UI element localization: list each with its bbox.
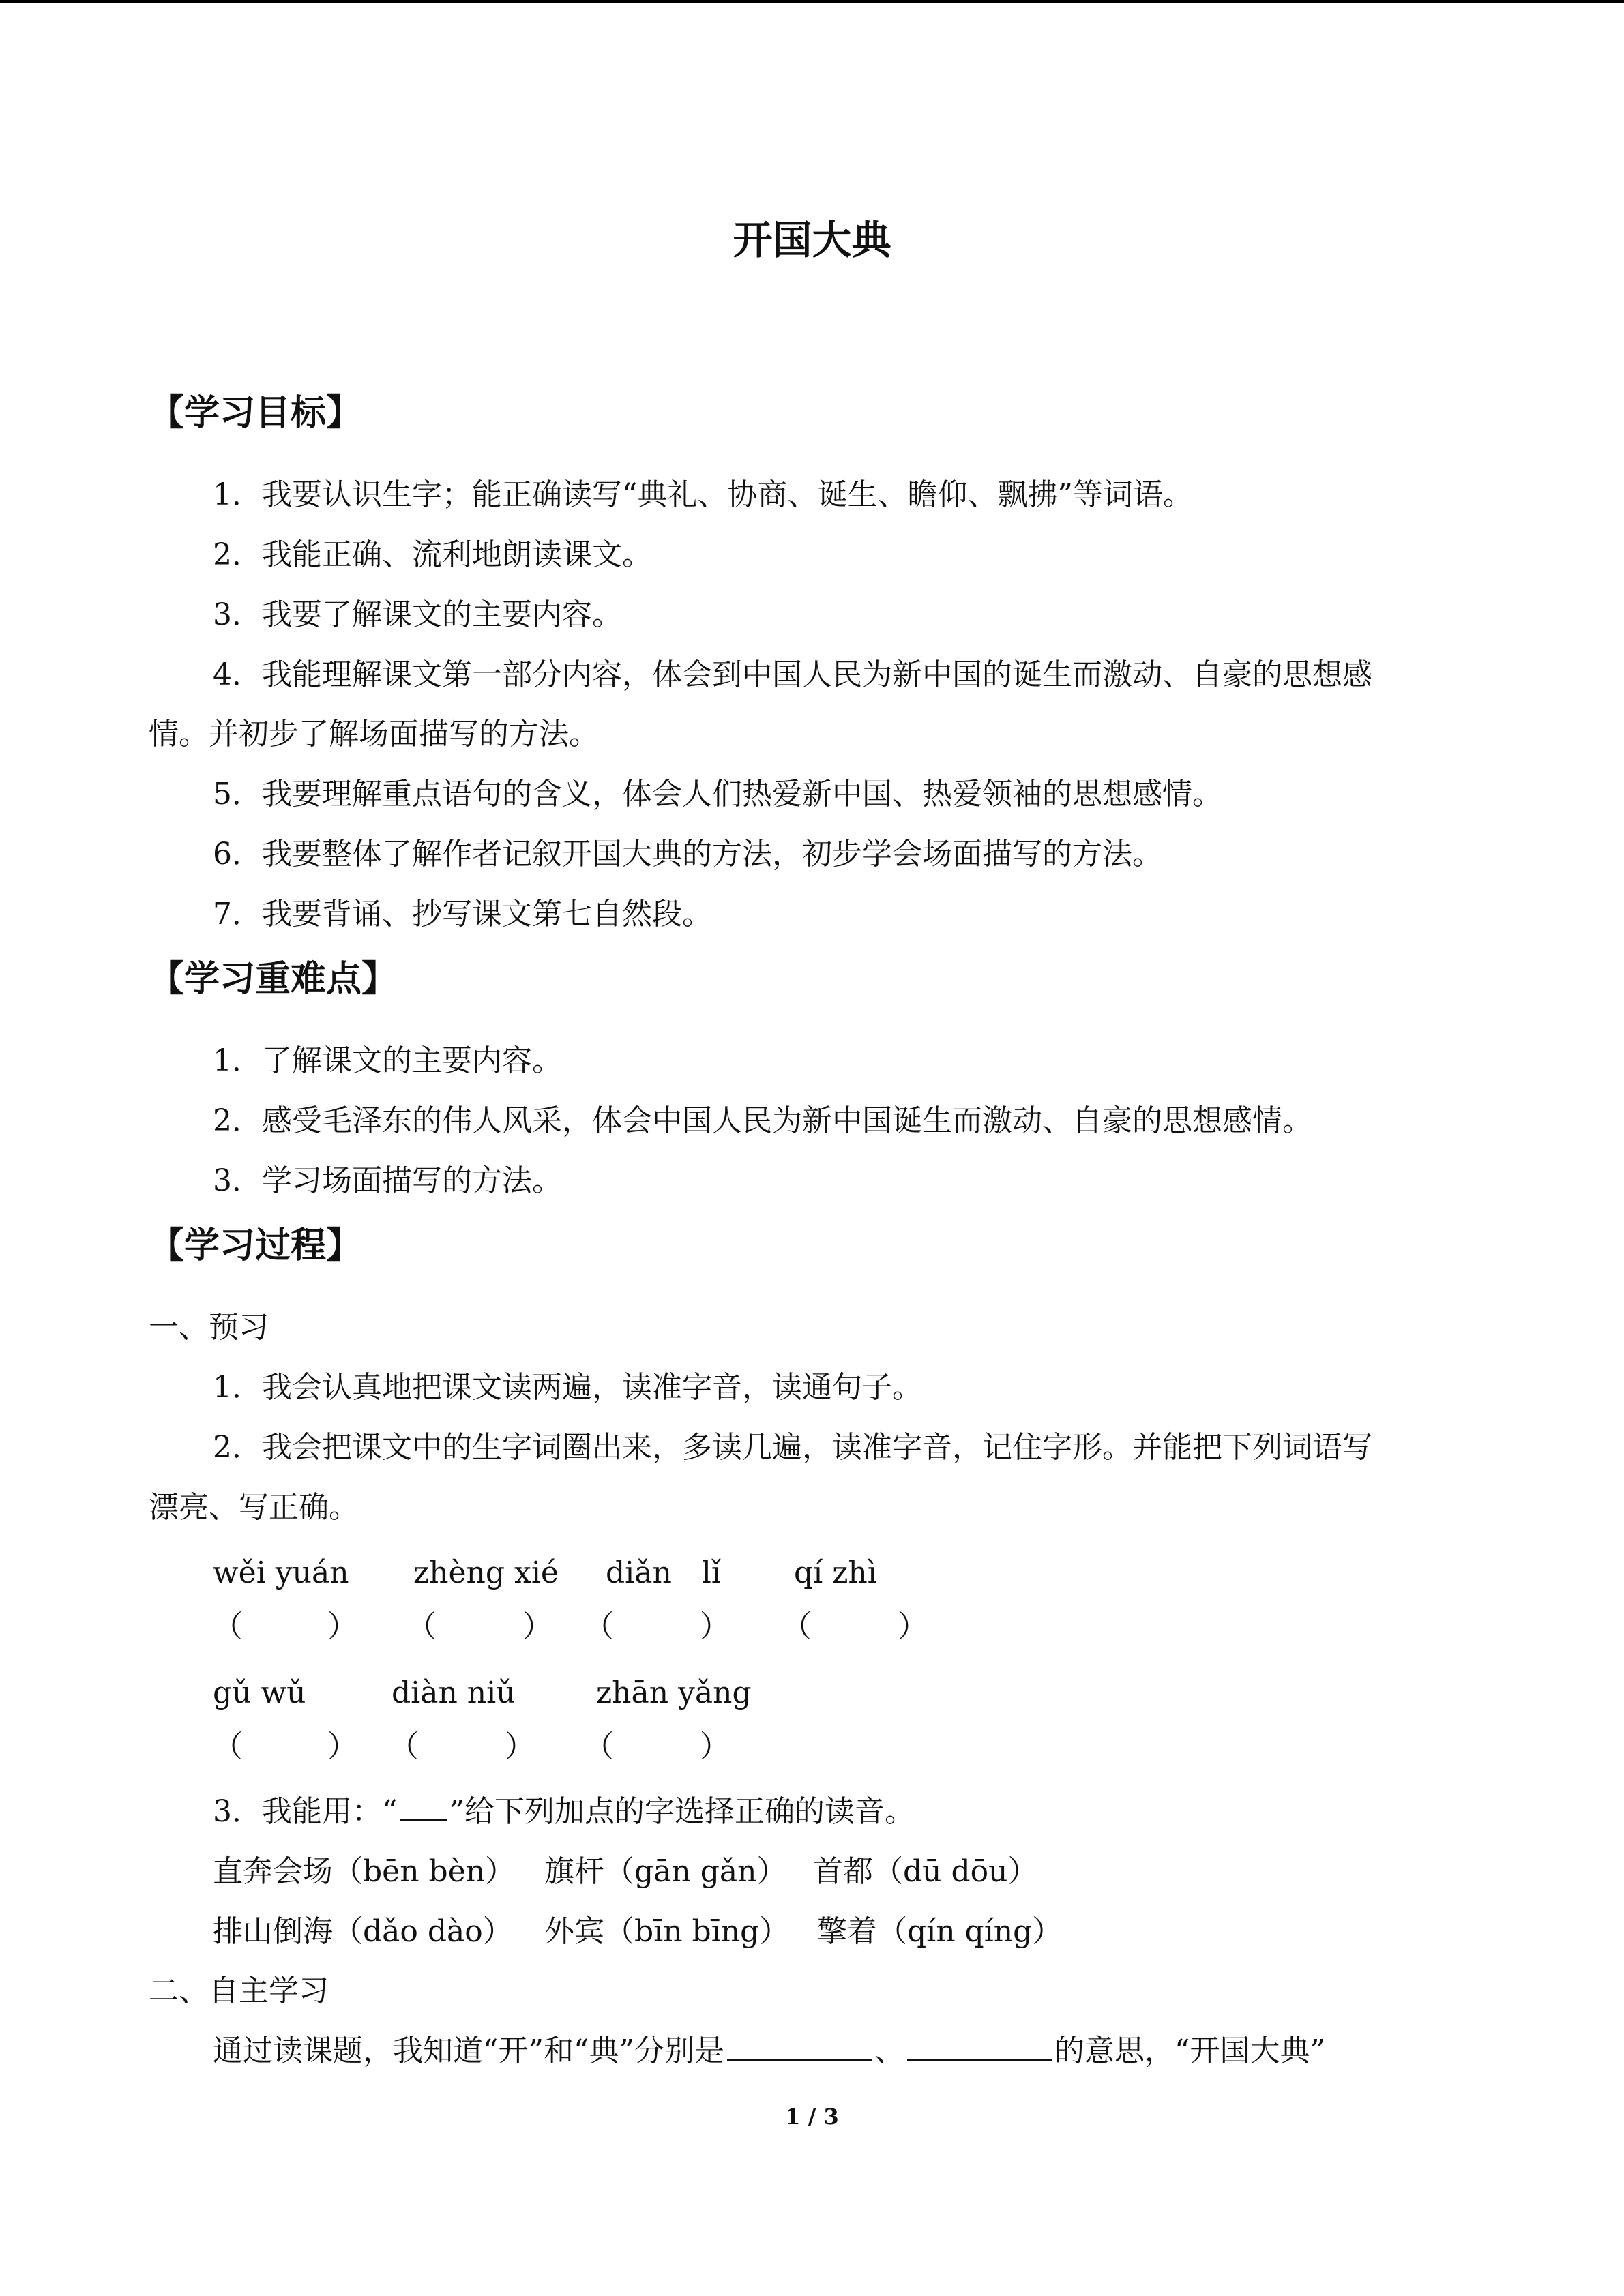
heading-learning-goals: 【学习目标】 (149, 393, 362, 434)
part1-label: 一、预习 (149, 1310, 269, 1345)
goal-item-5: 5．我要理解重点语句的含义，体会人们热爱新中国、热爱领袖的思想感情。 (213, 777, 1222, 811)
reading-choice-benben: 直奔会场（bēn bèn） (213, 1854, 516, 1889)
answer-blank-close: ） (898, 1609, 928, 1644)
answer-blank-close: ） (327, 1729, 357, 1764)
heading-learning-process: 【学习过程】 (149, 1225, 362, 1266)
underline-blank (907, 2031, 1052, 2061)
pinyin-qizhi: qí zhì (794, 1555, 877, 1590)
underline-blank (727, 2031, 872, 2061)
goal-item-4: 4．我能理解课文第一部分内容，体会到中国人民为新中国的诞生而激动、自豪的思想感 (213, 657, 1372, 692)
pinyin-dianli: diǎn lǐ (606, 1555, 721, 1590)
pinyin-weiyuan: wěi yuán (213, 1555, 349, 1590)
pinyin-zhengxie: zhèng xié (413, 1555, 559, 1590)
reading-choice-binbing: 外宾（bīn bīng） (544, 1914, 790, 1949)
reading-choice-qinqing: 擎着（qín qíng） (817, 1914, 1063, 1949)
document-title: 开国大典 (733, 217, 891, 263)
pinyin-zhanyang: zhān yǎng (596, 1675, 752, 1710)
self-study-separator: 、 (874, 2033, 904, 2068)
answer-blank-close: ） (327, 1609, 357, 1644)
answer-blank-open: （ (782, 1609, 812, 1644)
goal-item-2: 2．我能正确、流利地朗读课文。 (213, 537, 652, 572)
part2-label: 二、自主学习 (149, 1973, 329, 2008)
heading-key-points: 【学习重难点】 (149, 959, 398, 1000)
answer-blank-open: （ (584, 1729, 614, 1764)
pinyin-guwu: gǔ wǔ (213, 1675, 306, 1710)
answer-blank-close: ） (505, 1729, 535, 1764)
preview-item-1: 1．我会认真地把课文读两遍，读准字音，读通句子。 (213, 1370, 922, 1405)
self-study-text-a: 通过读课题，我知道“开”和“典”分别是 (213, 2033, 724, 2068)
item3-text-before: 3．我能用：“ (213, 1794, 398, 1829)
reading-choice-gangan: 旗杆（gān gǎn） (544, 1854, 787, 1889)
reading-choice-dudou: 首都（dū dōu） (813, 1854, 1038, 1889)
key-point-3: 3．学习场面描写的方法。 (213, 1163, 562, 1198)
answer-blank-open: （ (213, 1729, 243, 1764)
preview-item-2-continued: 漂亮、写正确。 (149, 1490, 359, 1525)
answer-blank-open: （ (407, 1609, 437, 1644)
preview-item-2: 2．我会把课文中的生字词圈出来，多读几遍，读准字音，记住字形。并能把下列词语写 (213, 1430, 1372, 1465)
page-number: 1 / 3 (785, 2104, 839, 2130)
underline-blank (400, 1792, 447, 1821)
goal-item-1: 1．我要认识生字；能正确读写“典礼、协商、诞生、瞻仰、飘拂”等词语。 (213, 477, 1193, 512)
goal-item-3: 3．我要了解课文的主要内容。 (213, 597, 622, 632)
self-study-text-b: 的意思，“开国大典” (1054, 2033, 1325, 2068)
goal-item-7: 7．我要背诵、抄写课文第七自然段。 (213, 897, 712, 931)
key-point-1: 1．了解课文的主要内容。 (213, 1043, 562, 1078)
answer-blank-close: ） (522, 1609, 552, 1644)
goal-item-4-continued: 情。并初步了解场面描写的方法。 (149, 717, 599, 751)
answer-blank-close: ） (700, 1609, 730, 1644)
goal-item-6: 6．我要整体了解作者记叙开国大典的方法，初步学会场面描写的方法。 (213, 837, 1162, 871)
reading-choice-daodao: 排山倒海（dǎo dào） (213, 1914, 513, 1949)
preview-item-3 (213, 1791, 915, 1832)
item3-text-after: ”给下列加点的字选择正确的读音。 (449, 1794, 915, 1829)
self-study-prompt (213, 2031, 1325, 2072)
key-point-2: 2．感受毛泽东的伟人风采，体会中国人民为新中国诞生而激动、自豪的思想感情。 (213, 1103, 1312, 1138)
answer-blank-open: （ (584, 1609, 614, 1644)
answer-blank-open: （ (213, 1609, 243, 1644)
pinyin-dianniu: diàn niǔ (392, 1675, 516, 1710)
answer-blank-open: （ (389, 1729, 419, 1764)
answer-blank-close: ） (700, 1729, 730, 1764)
